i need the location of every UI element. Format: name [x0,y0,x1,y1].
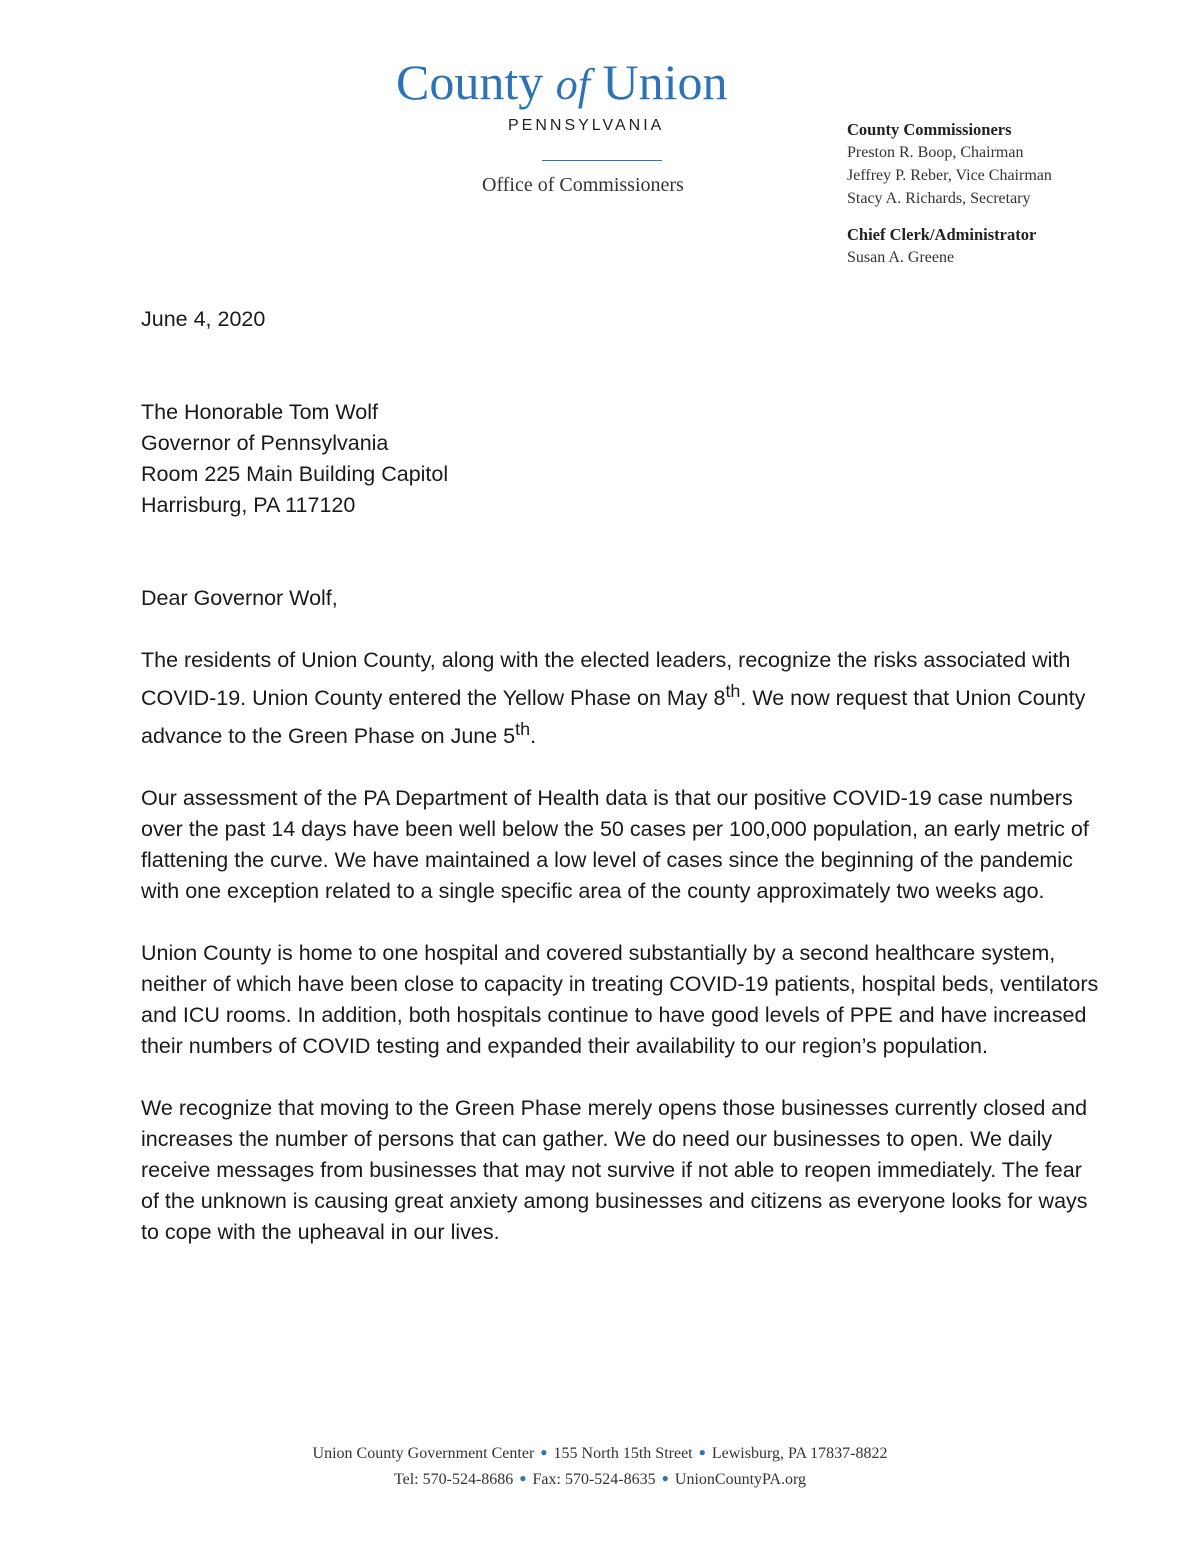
footer-fax: Fax: 570-524-8635 [532,1471,656,1488]
letter-date: June 4, 2020 [141,307,266,331]
commissioner-name: Preston R. Boop, Chairman [847,144,1024,161]
paragraph-1 [141,645,1101,752]
superscript-th: th [515,719,531,740]
bullet-icon: ● [540,1445,548,1459]
county-logo-title [396,52,816,115]
paragraph-4: We recognize that moving to the Green Phase merely opens those businesses currently closed and increases the number of persons that can gather. We do need our businesses to open. We daily receive messages from businesses that may not survive if not able to reopen immediately. The fear of the unknown is causing great anxiety among businesses and citizens as everyone looks for ways to cope with the upheaval in our lives. [141,1096,1088,1245]
commissioners-block [847,118,1147,269]
logo-title-union: Union [602,54,728,110]
footer-tel: Tel: 570-524-8686 [393,1471,514,1488]
superscript-th: th [725,681,741,701]
logo-state: PENNSYLVANIA [508,117,665,134]
address-line: Harrisburg, PA 117120 [141,493,356,517]
letter-body [141,304,1101,1279]
footer-line-1 [0,1440,1200,1466]
footer-line-2 [0,1466,1200,1492]
paragraph-3: Union County is home to one hospital and covered substantially by a second healthcare system, neither of which have been close to capacity in treating COVID-19 patients, hospital beds, ventilators and ICU rooms. In addition, both hospitals continue to have good levels of PPE and have increased their numbers of COVID testing and expanded their availability to our region’s population. [141,941,1099,1059]
salutation: Dear Governor Wolf, [141,586,338,610]
footer-street: 155 North 15th Street [553,1445,693,1462]
recipient-address [141,397,1101,521]
commissioners-heading: County Commissioners [847,120,1012,139]
paragraph-1-text-b: . We now request that Union County advance to the Green Phase on June 5 [141,686,1086,749]
commissioner-name: Stacy A. Richards, Secretary [847,190,1031,207]
paragraph-1-text-c: . [530,724,537,749]
logo-title-of: of [555,60,590,109]
address-line: The Honorable Tom Wolf [141,400,379,424]
address-line: Governor of Pennsylvania [141,431,389,455]
letterhead [0,0,1200,290]
logo-divider [542,160,662,161]
commissioner-name: Jeffrey P. Reber, Vice Chairman [847,167,1052,184]
letter-footer [0,1440,1200,1492]
bullet-icon: ● [661,1471,669,1485]
footer-web: UnionCountyPA.org [674,1471,807,1488]
clerk-name: Susan A. Greene [847,249,955,266]
paragraph-2: Our assessment of the PA Department of Health data is that our positive COVID-19 case numbers over the past 14 days have been well below the 50 cases per 100,000 population, an early metric of flattening the curve. We have maintained a low level of cases since the beginning of the pandemic with one exception related to a single specific area of the county approximately two weeks ago. [141,786,1089,904]
bullet-icon: ● [519,1471,527,1485]
paragraph-1-text-a: The residents of Union County, along with the elected leaders, recognize the risks associated with COVID-19. Union County entered the Yellow Phase on May 8 [141,648,1071,711]
logo-title-county: County [396,54,544,110]
office-name: Office of Commissioners [482,174,684,196]
bullet-icon: ● [698,1445,706,1459]
clerk-heading: Chief Clerk/Administrator [847,225,1037,244]
address-line: Room 225 Main Building Capitol [141,462,449,486]
footer-center: Union County Government Center [312,1445,535,1462]
footer-city: Lewisburg, PA 17837-8822 [711,1445,888,1462]
